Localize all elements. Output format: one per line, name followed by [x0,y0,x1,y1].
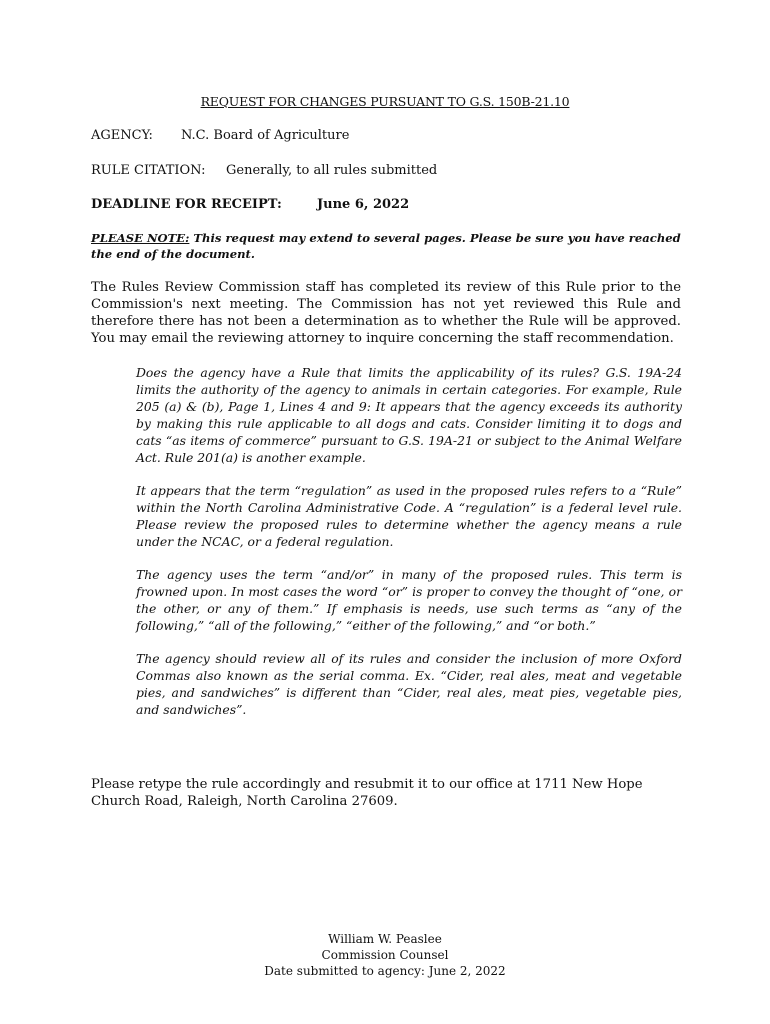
closing-paragraph: Please retype the rule accordingly and resubmit it to our office at 1711 New Hope Church Road, Raleigh, North Carolina 27609. [91,777,643,809]
please-note-lead: PLEASE NOTE: [91,231,190,245]
rule-citation-value: Generally, to all rules submitted [226,163,438,178]
agency-label: AGENCY: [91,128,153,143]
issue-paragraph: Does the agency have a Rule that limits the applicability of its rules? G.S. 19A-24 limits the authority of the agency to animals in certain categories. For example, Rule 205 (a) & (b), Page 1, Lines 4 and 9: It appears that the agency exceeds its authority by making this rule applicable to all dogs and cats. Consider limiting it to dogs and cats “as items of commerce” pursuant to G.S. 19A-21 or subject to the Animal Welfare Act. Rule 201(a) is another example. [136,365,682,465]
agency-field [91,128,349,143]
deadline-field [91,197,409,212]
submitted-date: Date submitted to agency: June 2, 2022 [264,964,506,978]
intro-paragraph: The Rules Review Commission staff has completed its review of this Rule prior to the Commission's next meeting. The Commission has not yet reviewed this Rule and therefore there has not been a determination as to whether the Rule will be approved. You may email the reviewing attorney to inquire concerning the staff recommendation. [91,280,681,346]
issues-list [136,364,682,734]
rule-citation-field [91,163,437,178]
signer-role: Commission Counsel [321,948,449,962]
issue-paragraph: It appears that the term “regulation” as used in the proposed rules refers to a “Rule” within the North Carolina Administrative Code. A “regulation” is a federal level rule. Please review the proposed rules to determine whether the agency means a rule under the NCAC, or a federal regulation. [136,483,682,549]
signature-block [0,931,770,979]
please-note [91,230,683,262]
deadline-label: DEADLINE FOR RECEIPT: [91,197,282,212]
signer-name: William W. Peaslee [328,932,442,946]
issue-paragraph: The agency uses the term “and/or” in many of the proposed rules. This term is frowned upon. In most cases the word “or” is proper to convey the thought of “one, or the other, or any of them.” If emphasis is needs, use such terms as “any of the following,” “all of the following,” “either of the following,” and “or both.” [136,567,682,633]
agency-value: N.C. Board of Agriculture [181,128,350,143]
issue-paragraph: The agency should review all of its rules and consider the inclusion of more Oxford Commas also known as the serial comma. Ex. “Cider, real ales, meat and vegetable pies, and sandwiches” is different than “Cider, real ales, meat pies, vegetable pies, and sandwiches”. [136,651,682,717]
document-title: REQUEST FOR CHANGES PURSUANT TO G.S. 150B-21.10 [200,94,570,109]
please-note-text: This request may extend to several pages. Please be sure you have reached the end of the document. [91,231,681,261]
rule-citation-label: RULE CITATION: [91,163,206,178]
deadline-value: June 6, 2022 [317,197,410,212]
